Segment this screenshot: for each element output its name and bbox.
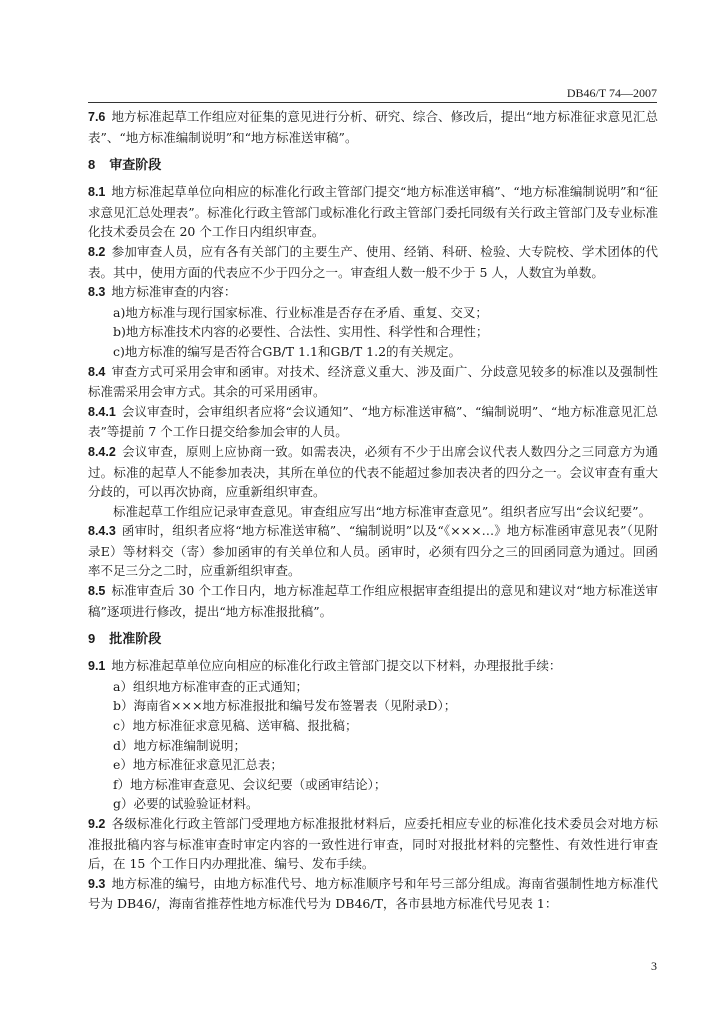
clause-text: 地方标准的编号，由地方标准代号、地方标准顺序号和年号三部分组成。海南省强制性地方标准代号为 DB46/，海南省推荐性地方标准代号为 DB46/T，各市县地方标准代号见表 1： (88, 875, 658, 912)
page-number: 3 (651, 959, 657, 973)
clause-number: 9.1 (88, 659, 106, 674)
clause-text: 函审时，组织者应将“地方标准送审稿”、“编制说明”以及“《×××…》地方标准函审意见表”（见附录E）等材料交（寄）参加函审的有关单位和人员。函审时，必须有四分之三的回函同意为通过。回函率不足三分之二时，应重新组织审查。 (88, 523, 658, 579)
chapter-9-heading (88, 628, 658, 647)
clause-8-4-1 (88, 402, 658, 442)
clause-text: 标准审查后 30 个工作日内，地方标准起草工作组应根据审查组提出的意见和建议对“地方标准送审稿”逐项进行修改，提出“地方标准报批稿”。 (88, 583, 658, 619)
chapter-title: 批准阶段 (109, 631, 162, 647)
clause-number: 8.4 (88, 364, 106, 379)
list-item: b）海南省×××地方标准报批和编号发布签署表（见附录D）； (113, 698, 457, 714)
clause-8-4-3 (88, 521, 658, 581)
clause-text: 会议审查，原则上应协商一致。如需表决，必须有不少于出席会议代表人数四分之三同意方为通过。标准的起草人不能参加表决，其所在单位的代表不能超过参加表决者的四分之一。会议审查有重大分歧的，可以再次协商，应重新组织审查。 (88, 443, 658, 500)
chapter-number: 8 (88, 157, 96, 173)
clause-8-5 (88, 581, 658, 621)
list-item: d）地方标准编制说明； (113, 737, 247, 753)
clause-8-2 (88, 242, 658, 282)
clause-number: 8.4.2 (88, 444, 116, 459)
clause-number: 8.4.3 (88, 524, 116, 539)
clause-number: 9.3 (88, 876, 106, 891)
clause-text: 地方标准审查的内容： (111, 284, 237, 300)
list-item: a)地方标准与现行国家标准、行业标准是否存在矛盾、重复、交叉； (113, 304, 488, 320)
clause-number: 8.1 (88, 185, 106, 200)
clause-text: 各级标准化行政主管部门受理地方标准报批材料后，应委托相应专业的标准化技术委员会对地方标准报批稿内容与标准审查时审定内容的一致性进行审查，同时对报批材料的完整性、有效性进行审查后，在 15 个工作日内办理批准、编号、发布手续。 (88, 816, 658, 872)
clause-number: 8.5 (88, 584, 106, 599)
clause-text: 地方标准起草单位向相应的标准化行政主管部门提交“地方标准送审稿”、“地方标准编制说明”和“征求意见汇总处理表”。标准化行政主管部门或标准化行政主管部门委托同级有关行政主管部门及专业标准化技术委员会在 20 个工作日内组织审查。 (88, 184, 658, 240)
list-item: e）地方标准征求意见汇总表； (113, 757, 283, 773)
clause-9-3 (88, 874, 658, 914)
standard-code-header: DB46/T 74—2007 (566, 86, 657, 100)
clause-8-4-2-continuation: 标准起草工作组应记录审查意见。审查组应写出“地方标准审查意见”。组织者应写出“会议纪要”。 (113, 503, 652, 519)
list-item: c）地方标准征求意见稿、送审稿、报批稿； (113, 718, 358, 734)
clause-8-1 (88, 182, 658, 242)
clause-8-4-2 (88, 442, 658, 502)
clause-text: 地方标准起草工作组应对征集的意见进行分析、研究、综合、修改后，提出“地方标准征求意见汇总表”、“地方标准编制说明”和“地方标准送审稿”。 (88, 109, 658, 145)
clause-number: 8.3 (88, 285, 106, 300)
document-body (88, 107, 658, 914)
clause-number: 8.4.1 (88, 404, 116, 419)
chapter-title: 审查阶段 (109, 157, 162, 173)
chapter-number: 9 (88, 631, 96, 647)
clause-number: 8.2 (88, 244, 106, 259)
clause-8-4 (88, 362, 658, 402)
clause-text: 参加审查人员，应有各有关部门的主要生产、使用、经销、科研、检验、大专院校、学术团体的代表。其中，使用方面的代表应不少于四分之一。审查组人数一般不少于 5 人，人数宜为单数。 (88, 243, 658, 280)
clause-number: 9.2 (88, 817, 106, 831)
clause-9-1 (88, 656, 658, 677)
clause-9-2 (88, 814, 658, 874)
clause-text: 会议审查时，会审组织者应将“会议通知”、“地方标准送审稿”、“编制说明”、“地方标准意见汇总表”等提前 7 个工作日提交给参加会审的人员。 (88, 403, 658, 440)
header-divider (88, 102, 657, 103)
clause-8-3 (88, 282, 658, 303)
list-item: a）组织地方标准审查的正式通知； (113, 678, 308, 694)
chapter-8-heading (88, 154, 658, 173)
list-item: g）必要的试验验证材料。 (113, 796, 259, 812)
clause-7-6 (88, 107, 658, 147)
clause-text: 审查方式可采用会审和函审。对技术、经济意义重大、涉及面广、分歧意见较多的标准以及强制性标准需采用会审方式。其余的可采用函审。 (88, 363, 658, 400)
clause-text: 地方标准起草单位应向相应的标准化行政主管部门提交以下材料，办理报批手续： (111, 658, 562, 674)
list-item: c)地方标准的编写是否符合GB/T 1.1和GB/T 1.2的有关规定。 (113, 343, 462, 359)
clause-number: 7.6 (88, 110, 106, 124)
list-item: b)地方标准技术内容的必要性、合法性、实用性、科学性和合理性； (113, 324, 489, 340)
list-item: f）地方标准审查意见、会议纪要（或函审结论）； (113, 776, 387, 792)
